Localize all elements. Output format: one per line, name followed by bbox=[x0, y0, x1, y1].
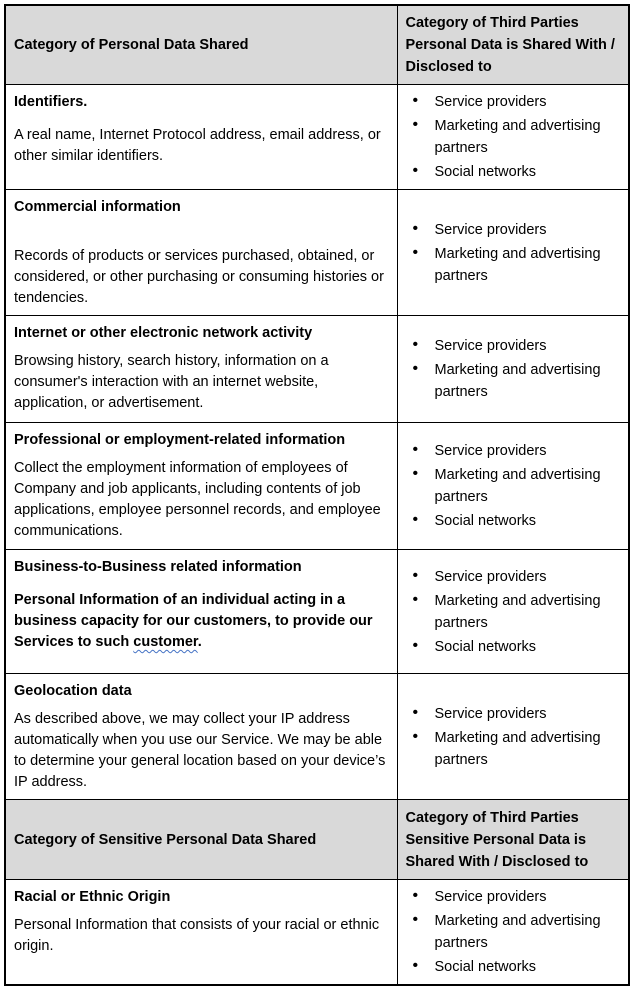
table-row-business-to-business bbox=[5, 550, 629, 674]
description-text: . bbox=[197, 634, 202, 650]
bullet-item: • Social networks bbox=[398, 956, 625, 978]
third-parties-cell bbox=[397, 550, 629, 674]
category-cell bbox=[5, 85, 397, 190]
third-parties-list bbox=[398, 440, 625, 532]
third-parties-list bbox=[398, 886, 625, 978]
third-parties-list bbox=[398, 566, 625, 658]
third-parties-cell bbox=[397, 85, 629, 190]
bullet-item: • Service providers bbox=[398, 566, 625, 588]
third-parties-cell bbox=[397, 880, 629, 986]
category-cell bbox=[5, 674, 397, 800]
category-title: Geolocation data bbox=[14, 683, 132, 699]
spellcheck-squiggle-text: customer bbox=[133, 634, 198, 650]
third-parties-cell bbox=[397, 423, 629, 550]
third-parties-cell bbox=[397, 316, 629, 423]
table-row-commercial-information bbox=[5, 190, 629, 316]
bullet-item: • Service providers bbox=[398, 703, 625, 725]
bullet-item: • Service providers bbox=[398, 335, 625, 357]
column-header-personal-third-parties: Category of Third Parties Personal Data is Shared With / Disclosed to bbox=[397, 5, 629, 85]
bullet-item: • Social networks bbox=[398, 636, 625, 658]
category-description: Browsing history, search history, information on a consumer's interaction with an internet website, application, or advertisement. bbox=[14, 353, 329, 411]
table-header-row-personal bbox=[5, 5, 629, 85]
category-description bbox=[14, 590, 387, 653]
category-cell bbox=[5, 316, 397, 423]
category-title: Identifiers. bbox=[14, 94, 88, 110]
category-description: As described above, we may collect your IP address automatically when you use our Service. We may be able to determine your general location based on your device’s IP address. bbox=[14, 711, 386, 790]
table-header-row-sensitive bbox=[5, 800, 629, 880]
table-row-professional-information bbox=[5, 423, 629, 550]
category-title: Racial or Ethnic Origin bbox=[14, 889, 171, 905]
third-parties-cell bbox=[397, 674, 629, 800]
category-title: Commercial information bbox=[14, 199, 181, 215]
category-title: Professional or employment-related information bbox=[14, 432, 346, 448]
third-parties-list bbox=[398, 219, 625, 287]
category-cell bbox=[5, 880, 397, 986]
bullet-item: • Marketing and advertising partners bbox=[398, 115, 625, 159]
category-description: Collect the employment information of employees of Company and job applicants, including contents of job applications, employee personnel records, and employee communications. bbox=[14, 460, 381, 539]
bullet-item: • Marketing and advertising partners bbox=[398, 910, 625, 954]
table-row-identifiers bbox=[5, 85, 629, 190]
description-text: Personal Information of an individual acting in a business capacity for our customers, to provide our Services to such bbox=[14, 592, 373, 650]
bullet-item: • Marketing and advertising partners bbox=[398, 359, 625, 403]
category-cell bbox=[5, 550, 397, 674]
table-row-internet-activity bbox=[5, 316, 629, 423]
bullet-item: • Marketing and advertising partners bbox=[398, 464, 625, 508]
column-header-sensitive-category: Category of Sensitive Personal Data Shared bbox=[5, 800, 397, 880]
third-parties-list bbox=[398, 703, 625, 771]
table-row-racial-ethnic-origin bbox=[5, 880, 629, 986]
category-title: Internet or other electronic network activity bbox=[14, 325, 313, 341]
category-cell bbox=[5, 190, 397, 316]
category-description: Records of products or services purchased, obtained, or considered, or other purchasing or consuming histories or tendencies. bbox=[14, 248, 384, 306]
third-parties-list bbox=[398, 91, 625, 183]
column-header-sensitive-third-parties: Category of Third Parties Sensitive Personal Data is Shared With / Disclosed to bbox=[397, 800, 629, 880]
bullet-item: • Social networks bbox=[398, 161, 625, 183]
bullet-item: • Social networks bbox=[398, 510, 625, 532]
category-description: A real name, Internet Protocol address, email address, or other similar identifiers. bbox=[14, 127, 381, 164]
bullet-item: • Service providers bbox=[398, 91, 625, 113]
category-description: Personal Information that consists of your racial or ethnic origin. bbox=[14, 917, 380, 954]
bullet-item: • Marketing and advertising partners bbox=[398, 243, 625, 287]
bullet-item: • Service providers bbox=[398, 219, 625, 241]
category-title: Business-to-Business related information bbox=[14, 559, 302, 575]
bullet-item: • Service providers bbox=[398, 440, 625, 462]
third-parties-cell bbox=[397, 190, 629, 316]
data-sharing-table bbox=[4, 4, 630, 986]
third-parties-list bbox=[398, 335, 625, 403]
column-header-personal-category: Category of Personal Data Shared bbox=[5, 5, 397, 85]
bullet-item: • Marketing and advertising partners bbox=[398, 590, 625, 634]
table-row-geolocation-data bbox=[5, 674, 629, 800]
bullet-item: • Marketing and advertising partners bbox=[398, 727, 625, 771]
category-cell bbox=[5, 423, 397, 550]
bullet-item: • Service providers bbox=[398, 886, 625, 908]
